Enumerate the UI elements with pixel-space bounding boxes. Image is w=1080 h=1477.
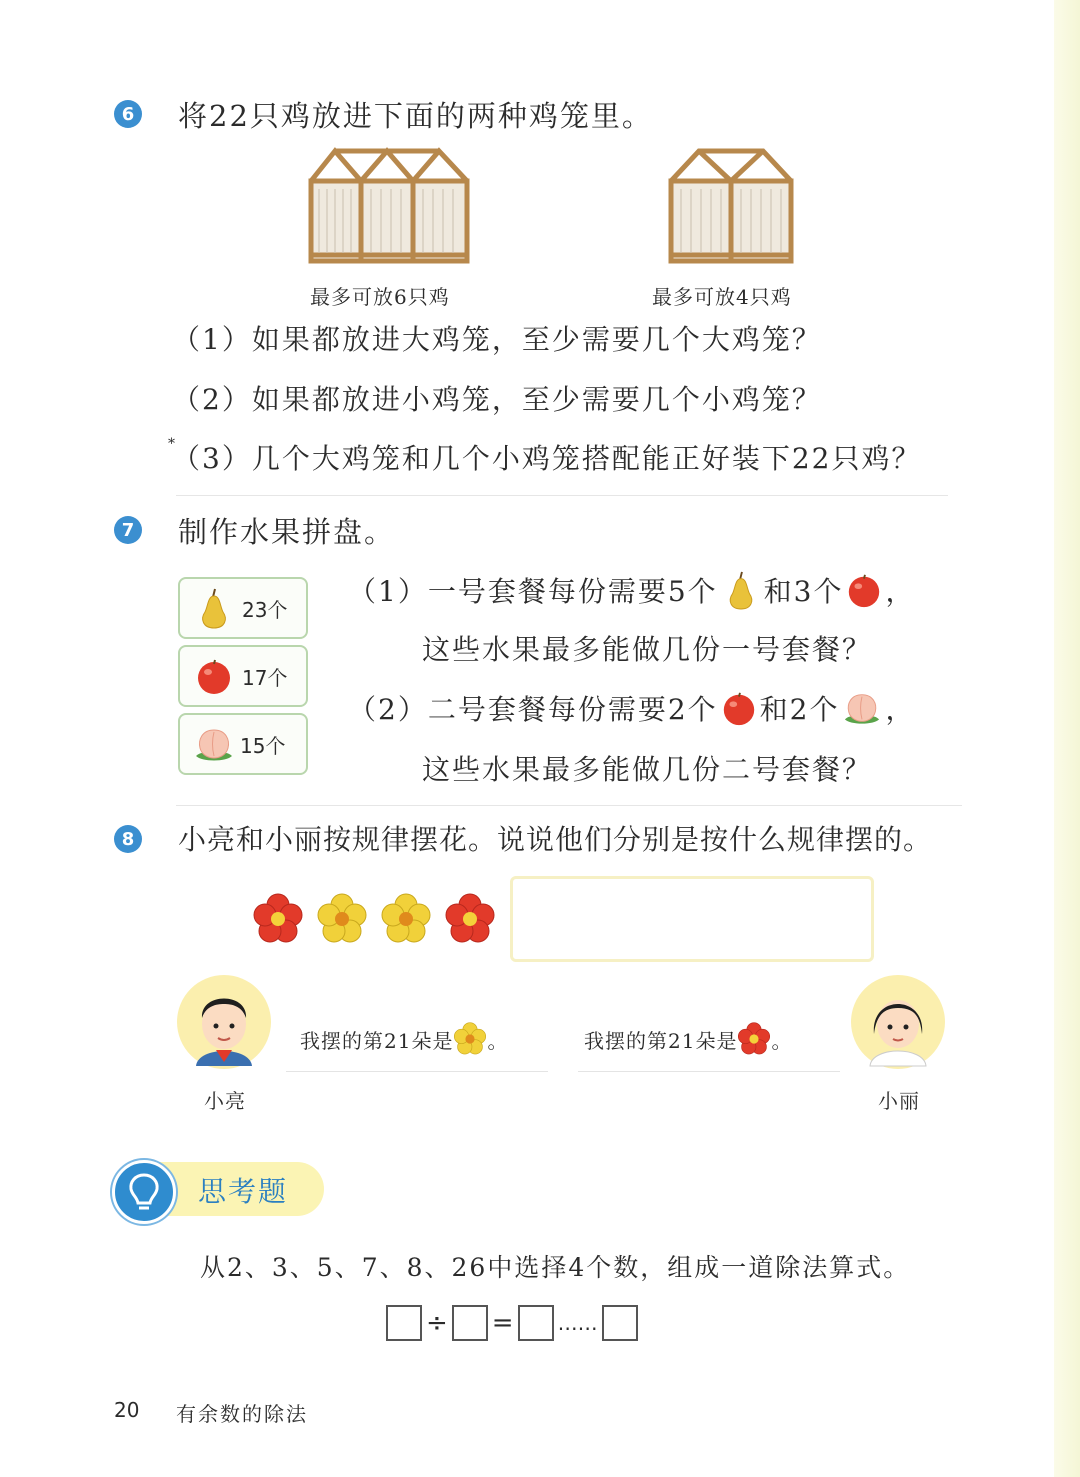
apple-icon	[720, 689, 758, 727]
big-cage-image	[305, 145, 473, 267]
divide-sign: ÷	[426, 1308, 448, 1338]
question-7-sub1-text-a: （1）一号套餐每份需要5个	[348, 575, 718, 608]
boy-bubble-underline	[286, 1071, 548, 1072]
boy-speech-end: 。	[487, 1028, 509, 1053]
question-6-sub2: （2）如果都放进小鸡笼，至少需要几个小鸡笼？	[172, 383, 822, 416]
boy-speech-text: 我摆的第21朵是	[300, 1028, 454, 1053]
question-6-sub3-star: *	[168, 436, 175, 452]
red-flower-icon	[444, 893, 496, 945]
question-7-sub1	[348, 568, 915, 612]
pear-icon	[722, 568, 760, 612]
divider	[176, 805, 962, 806]
equals-sign: =	[491, 1308, 514, 1338]
red-flower-icon	[252, 893, 304, 945]
boy-xiaoliang-avatar	[176, 974, 272, 1070]
lightbulb-icon	[115, 1163, 173, 1221]
girl-speech	[584, 1022, 792, 1056]
girl-xiaoli-avatar	[850, 974, 946, 1070]
page-number: 20	[114, 1398, 140, 1422]
thinking-title: 思考题	[198, 1175, 289, 1208]
boy-speech	[300, 1022, 508, 1056]
girl-speech-text: 我摆的第21朵是	[584, 1028, 738, 1053]
girl-name: 小丽	[878, 1089, 920, 1113]
chapter-title: 有余数的除法	[176, 1402, 308, 1426]
dividend-blank[interactable]	[386, 1305, 422, 1341]
boy-name: 小亮	[204, 1089, 246, 1113]
question-7-sub1-text-c: ，	[885, 575, 916, 608]
peach-icon	[841, 689, 883, 727]
red-flower-icon	[737, 1022, 771, 1056]
question-7-sub2-text-b: 和2个	[759, 693, 840, 726]
divider	[176, 495, 948, 496]
remainder-blank[interactable]	[602, 1305, 638, 1341]
apple-icon	[845, 571, 883, 609]
division-answer-template	[386, 1305, 638, 1341]
girl-bubble-underline	[578, 1071, 840, 1072]
girl-speech-end: 。	[771, 1028, 793, 1053]
thinking-question: 从2、3、5、7、8、26中选择4个数，组成一道除法算式。	[200, 1253, 911, 1282]
question-6-title: 将22只鸡放进下面的两种鸡笼里。	[178, 99, 653, 133]
remainder-dots: ……	[557, 1311, 598, 1335]
fruit-stock-pear	[178, 577, 308, 639]
question-7-sub2	[348, 688, 915, 728]
question-7-sub2-line2: 这些水果最多能做几份二号套餐？	[422, 753, 873, 786]
question-number-7: 7	[114, 516, 142, 544]
apple-count: 17个	[242, 665, 288, 690]
question-6-sub3: （3）几个大鸡笼和几个小鸡笼搭配能正好装下22只鸡？	[172, 442, 922, 475]
quotient-blank[interactable]	[518, 1305, 554, 1341]
divisor-blank[interactable]	[452, 1305, 488, 1341]
question-number-6: 6	[114, 100, 142, 128]
question-7-title: 制作水果拼盘。	[178, 515, 396, 549]
flower-row	[252, 893, 496, 945]
big-cage-caption: 最多可放6只鸡	[310, 285, 450, 309]
peach-icon	[192, 724, 236, 764]
pear-icon	[194, 586, 234, 630]
question-6-sub1: （1）如果都放进大鸡笼，至少需要几个大鸡笼？	[172, 323, 822, 356]
question-7-sub1-line2: 这些水果最多能做几份一号套餐？	[422, 633, 873, 666]
question-number-8: 8	[114, 825, 142, 853]
fruit-stock-apple	[178, 645, 308, 707]
apple-icon	[194, 656, 234, 696]
question-8-title: 小亮和小丽按规律摆花。说说他们分别是按什么规律摆的。	[178, 823, 933, 856]
question-7-sub2-text-c: ，	[885, 693, 916, 726]
fruit-stock-peach	[178, 713, 308, 775]
yellow-flower-icon	[316, 893, 368, 945]
small-cage-image	[665, 145, 797, 267]
small-cage-caption: 最多可放4只鸡	[652, 285, 792, 309]
question-7-sub2-text-a: （2）二号套餐每份需要2个	[348, 693, 718, 726]
question-7-sub1-text-b: 和3个	[763, 575, 844, 608]
pear-count: 23个	[242, 597, 288, 622]
page-edge-strip	[1054, 0, 1080, 1477]
peach-count: 15个	[240, 733, 286, 758]
lightbulb-icon-badge	[112, 1160, 176, 1224]
yellow-flower-icon	[453, 1022, 487, 1056]
flower-continuation-box	[510, 876, 874, 962]
yellow-flower-icon	[380, 893, 432, 945]
